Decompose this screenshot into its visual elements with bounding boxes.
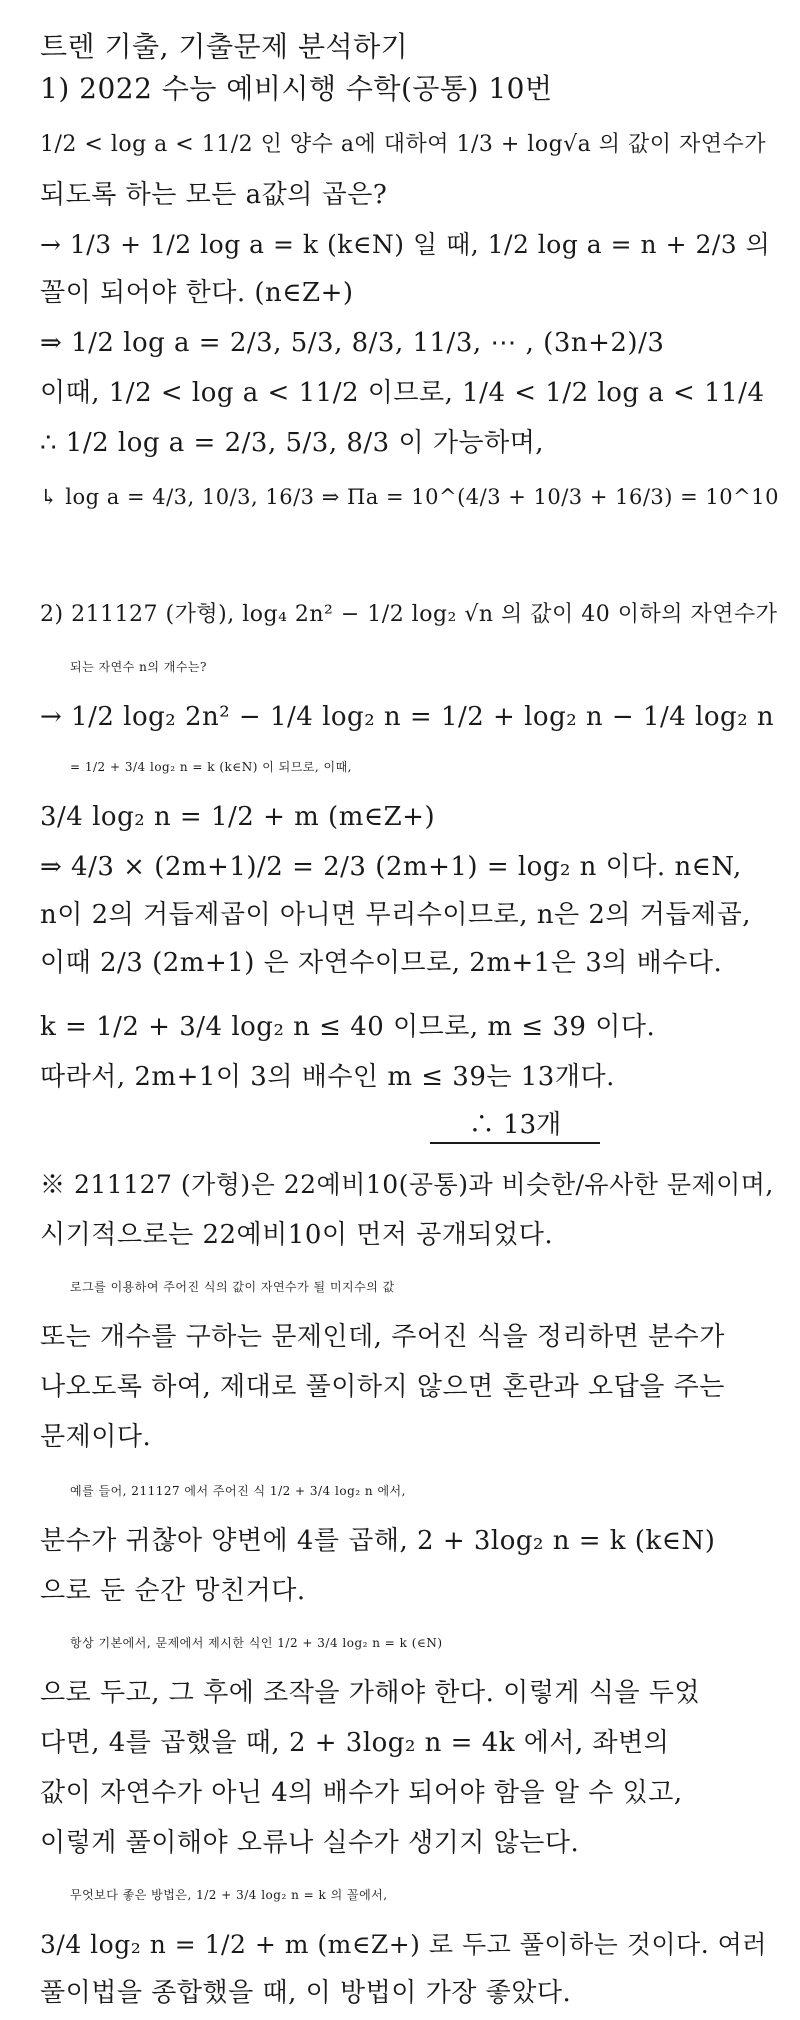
- analysis-line: 으로 둔 순간 망친거다.: [40, 1576, 306, 1606]
- problem2-title: 2) 211127 (가형), log₄ 2n² − 1/2 log₂ √n 의 값이 40 이하의 자연수가: [40, 602, 778, 627]
- problem1-solution-line: ⇒ 1/2 log a = 2/3, 5/3, 8/3, 11/3, ⋯ , (3n+2)/3: [40, 328, 665, 358]
- page-heading: 트렌 기출, 기출문제 분석하기: [40, 30, 409, 63]
- analysis-line: 항상 기본에서, 문제에서 제시한 식인 1/2 + 3/4 log₂ n = k (∈N): [70, 1636, 443, 1650]
- analysis-line: 풀이법을 종합했을 때, 이 방법이 가장 좋았다.: [40, 1978, 572, 2008]
- problem2-solution-line: 이때 2/3 (2m+1) 은 자연수이므로, 2m+1은 3의 배수다.: [40, 948, 723, 978]
- analysis-line: 시기적으로는 22예비10이 먼저 공개되었다.: [40, 1220, 554, 1250]
- problem2-solution-line: 따라서, 2m+1이 3의 배수인 m ≤ 39는 13개다.: [40, 1062, 615, 1092]
- problem2-solution-line: → 1/2 log₂ 2n² − 1/4 log₂ n = 1/2 + log₂ n − 1/4 log₂ n: [40, 702, 775, 732]
- analysis-line: 으로 두고, 그 후에 조작을 가해야 한다. 이렇게 식을 두었: [40, 1678, 700, 1708]
- problem2-answer: ∴ 13개: [430, 1108, 600, 1144]
- analysis-line: 다면, 4를 곱했을 때, 2 + 3log₂ n = 4k 에서, 좌변의: [40, 1728, 670, 1758]
- analysis-line: 나오도록 하여, 제대로 풀이하지 않으면 혼란과 오답을 주는: [40, 1372, 725, 1402]
- analysis-line: 문제이다.: [40, 1422, 152, 1452]
- problem1-solution-line: 꼴이 되어야 한다. (n∈Z+): [40, 278, 354, 308]
- problem2-solution-line: n이 2의 거듭제곱이 아니면 무리수이므로, n은 2의 거듭제곱,: [40, 900, 752, 930]
- problem1-statement-line: 되도록 하는 모든 a값의 곱은?: [40, 180, 388, 210]
- analysis-line: 분수가 귀찮아 양변에 4를 곱해, 2 + 3log₂ n = k (k∈N): [40, 1526, 716, 1556]
- problem2-solution-line: 3/4 log₂ n = 1/2 + m (m∈Z+): [40, 802, 436, 832]
- problem1-solution-line: → 1/3 + 1/2 log a = k (k∈N) 일 때, 1/2 log a = n + 2/3 의: [40, 230, 771, 259]
- problem2-solution-line: = 1/2 + 3/4 log₂ n = k (k∈N) 이 되므로, 이때,: [70, 760, 353, 774]
- problem2-solution-line: k = 1/2 + 3/4 log₂ n ≤ 40 이므로, m ≤ 39 이다.: [40, 1012, 656, 1042]
- analysis-line: 또는 개수를 구하는 문제인데, 주어진 식을 정리하면 분수가: [40, 1322, 725, 1352]
- problem2-solution-line: ⇒ 4/3 × (2m+1)/2 = 2/3 (2m+1) = log₂ n 이다. n∈N,: [40, 852, 742, 882]
- problem1-solution-line: 이때, 1/2 < log a < 11/2 이므로, 1/4 < 1/2 log a < 11/4: [40, 378, 765, 408]
- analysis-line: 무엇보다 좋은 방법은, 1/2 + 3/4 log₂ n = k 의 꼴에서,: [70, 1888, 388, 1902]
- analysis-line: 값이 자연수가 아닌 4의 배수가 되어야 함을 알 수 있고,: [40, 1778, 683, 1808]
- problem2-statement-line: 되는 자연수 n의 개수는?: [70, 660, 207, 674]
- analysis-line: 로그를 이용하여 주어진 식의 값이 자연수가 될 미지수의 값: [70, 1280, 395, 1294]
- problem1-title: 1) 2022 수능 예비시행 수학(공통) 10번: [40, 72, 553, 105]
- problem1-solution-line: ∴ 1/2 log a = 2/3, 5/3, 8/3 이 가능하며,: [40, 428, 545, 458]
- analysis-line: 예를 들어, 211127 에서 주어진 식 1/2 + 3/4 log₂ n 에서,: [70, 1484, 406, 1498]
- problem1-solution-line: ↳ log a = 4/3, 10/3, 16/3 ⇒ Πa = 10^(4/3 + 10/3 + 16/3) = 10^10: [40, 485, 779, 509]
- analysis-line: 이렇게 풀이해야 오류나 실수가 생기지 않는다.: [40, 1828, 580, 1858]
- analysis-line: 3/4 log₂ n = 1/2 + m (m∈Z+) 로 두고 풀이하는 것이다. 여러: [40, 1930, 767, 1959]
- problem1-statement-line: 1/2 < log a < 11/2 인 양수 a에 대하여 1/3 + log√a 의 값이 자연수가: [40, 132, 767, 157]
- analysis-line: ※ 211127 (가형)은 22예비10(공통)과 비슷한/유사한 문제이며,: [40, 1170, 774, 1199]
